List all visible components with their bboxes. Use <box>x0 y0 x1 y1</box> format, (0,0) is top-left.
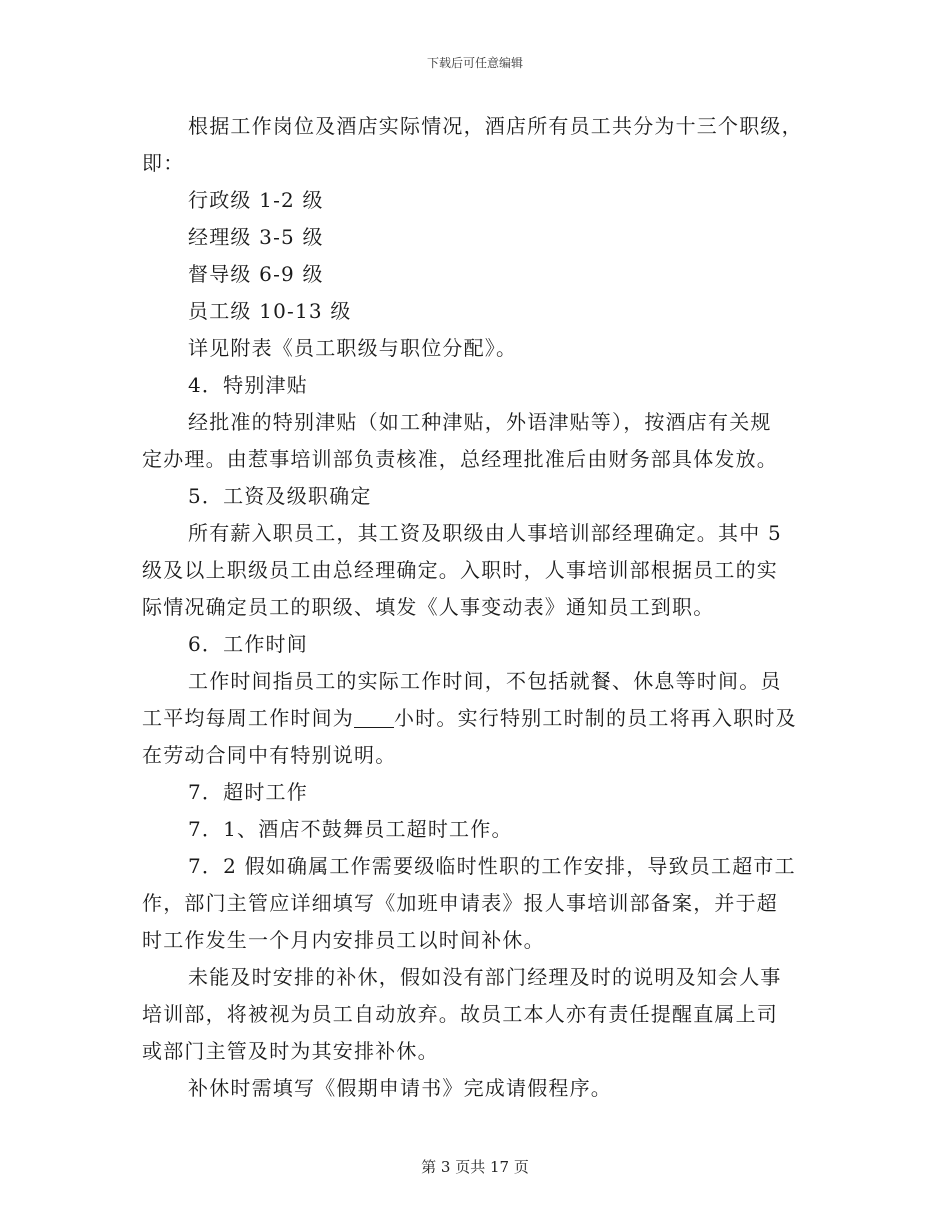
paragraph-line: 定办理。由惹事培训部负责核准，总经理批准后由财务部具体发放。 <box>142 447 778 471</box>
paragraph-line: 时工作发生一个月内安排员工以时间补休。 <box>142 928 545 952</box>
paragraph-line: 经批准的特别津贴（如工种津贴，外语津贴等），按酒店有关规 <box>188 410 772 434</box>
section-heading: 5．工资及级职确定 <box>188 484 372 508</box>
paragraph-line: 7．1、酒店不鼓舞员工超时工作。 <box>188 817 513 841</box>
paragraph-line <box>142 700 812 737</box>
paragraph-line: 7．2 假如确属工作需要级临时性职的工作安排，导致员工超市工 <box>188 854 796 878</box>
paragraph-line: 补休时需填写《假期申请书》完成请假程序。 <box>188 1076 612 1100</box>
paragraph-line: 所有薪入职员工，其工资及职级由人事培训部经理确定。其中 5 <box>188 521 782 545</box>
paragraph-line: 培训部，将被视为员工自动放弃。故员工本人亦有责任提醒直属上司 <box>142 1002 778 1026</box>
line-part: 工平均每周工作时间为 <box>142 706 354 730</box>
paragraph-line: 际情况确定员工的职级、填发《人事变动表》通知员工到职。 <box>142 595 715 619</box>
section-heading: 7．超时工作 <box>188 780 308 804</box>
section-heading: 4．特别津贴 <box>188 373 308 397</box>
paragraph-line: 或部门主管及时为其安排补休。 <box>142 1039 439 1063</box>
list-item: 经理级 3-5 级 <box>188 225 324 249</box>
line-part: 小时。实行特别工时制的员工将再入职时及 <box>394 706 797 730</box>
paragraph-line: 级及以上职级员工由总经理确定。入职时，人事培训部根据员工的实 <box>142 558 778 582</box>
paragraph-line: 根据工作岗位及酒店实际情况，酒店所有员工共分为十三个职级， <box>188 114 803 138</box>
list-item: 行政级 1-2 级 <box>188 188 324 212</box>
paragraph-line: 在劳动合同中有特别说明。 <box>142 743 397 767</box>
list-item: 员工级 10-13 级 <box>188 299 352 323</box>
section-heading: 6．工作时间 <box>188 632 308 656</box>
document-body <box>142 108 812 1107</box>
paragraph-line: 工作时间指员工的实际工作时间，不包括就餐、休息等时间。员 <box>188 669 782 693</box>
paragraph-line: 作，部门主管应详细填写《加班申请表》报人事培训部备案，并于超 <box>142 891 778 915</box>
paragraph-line: 未能及时安排的补休，假如没有部门经理及时的说明及知会人事 <box>188 965 782 989</box>
fill-in-blank <box>354 705 394 728</box>
paragraph-line: 即： <box>142 151 185 175</box>
list-item: 督导级 6-9 级 <box>188 262 324 286</box>
page-header: 下载后可任意编辑 <box>426 56 523 70</box>
paragraph-line: 详见附表《员工职级与职位分配》。 <box>188 336 518 360</box>
page-number: 第 3 页共 17 页 <box>421 1158 529 1176</box>
